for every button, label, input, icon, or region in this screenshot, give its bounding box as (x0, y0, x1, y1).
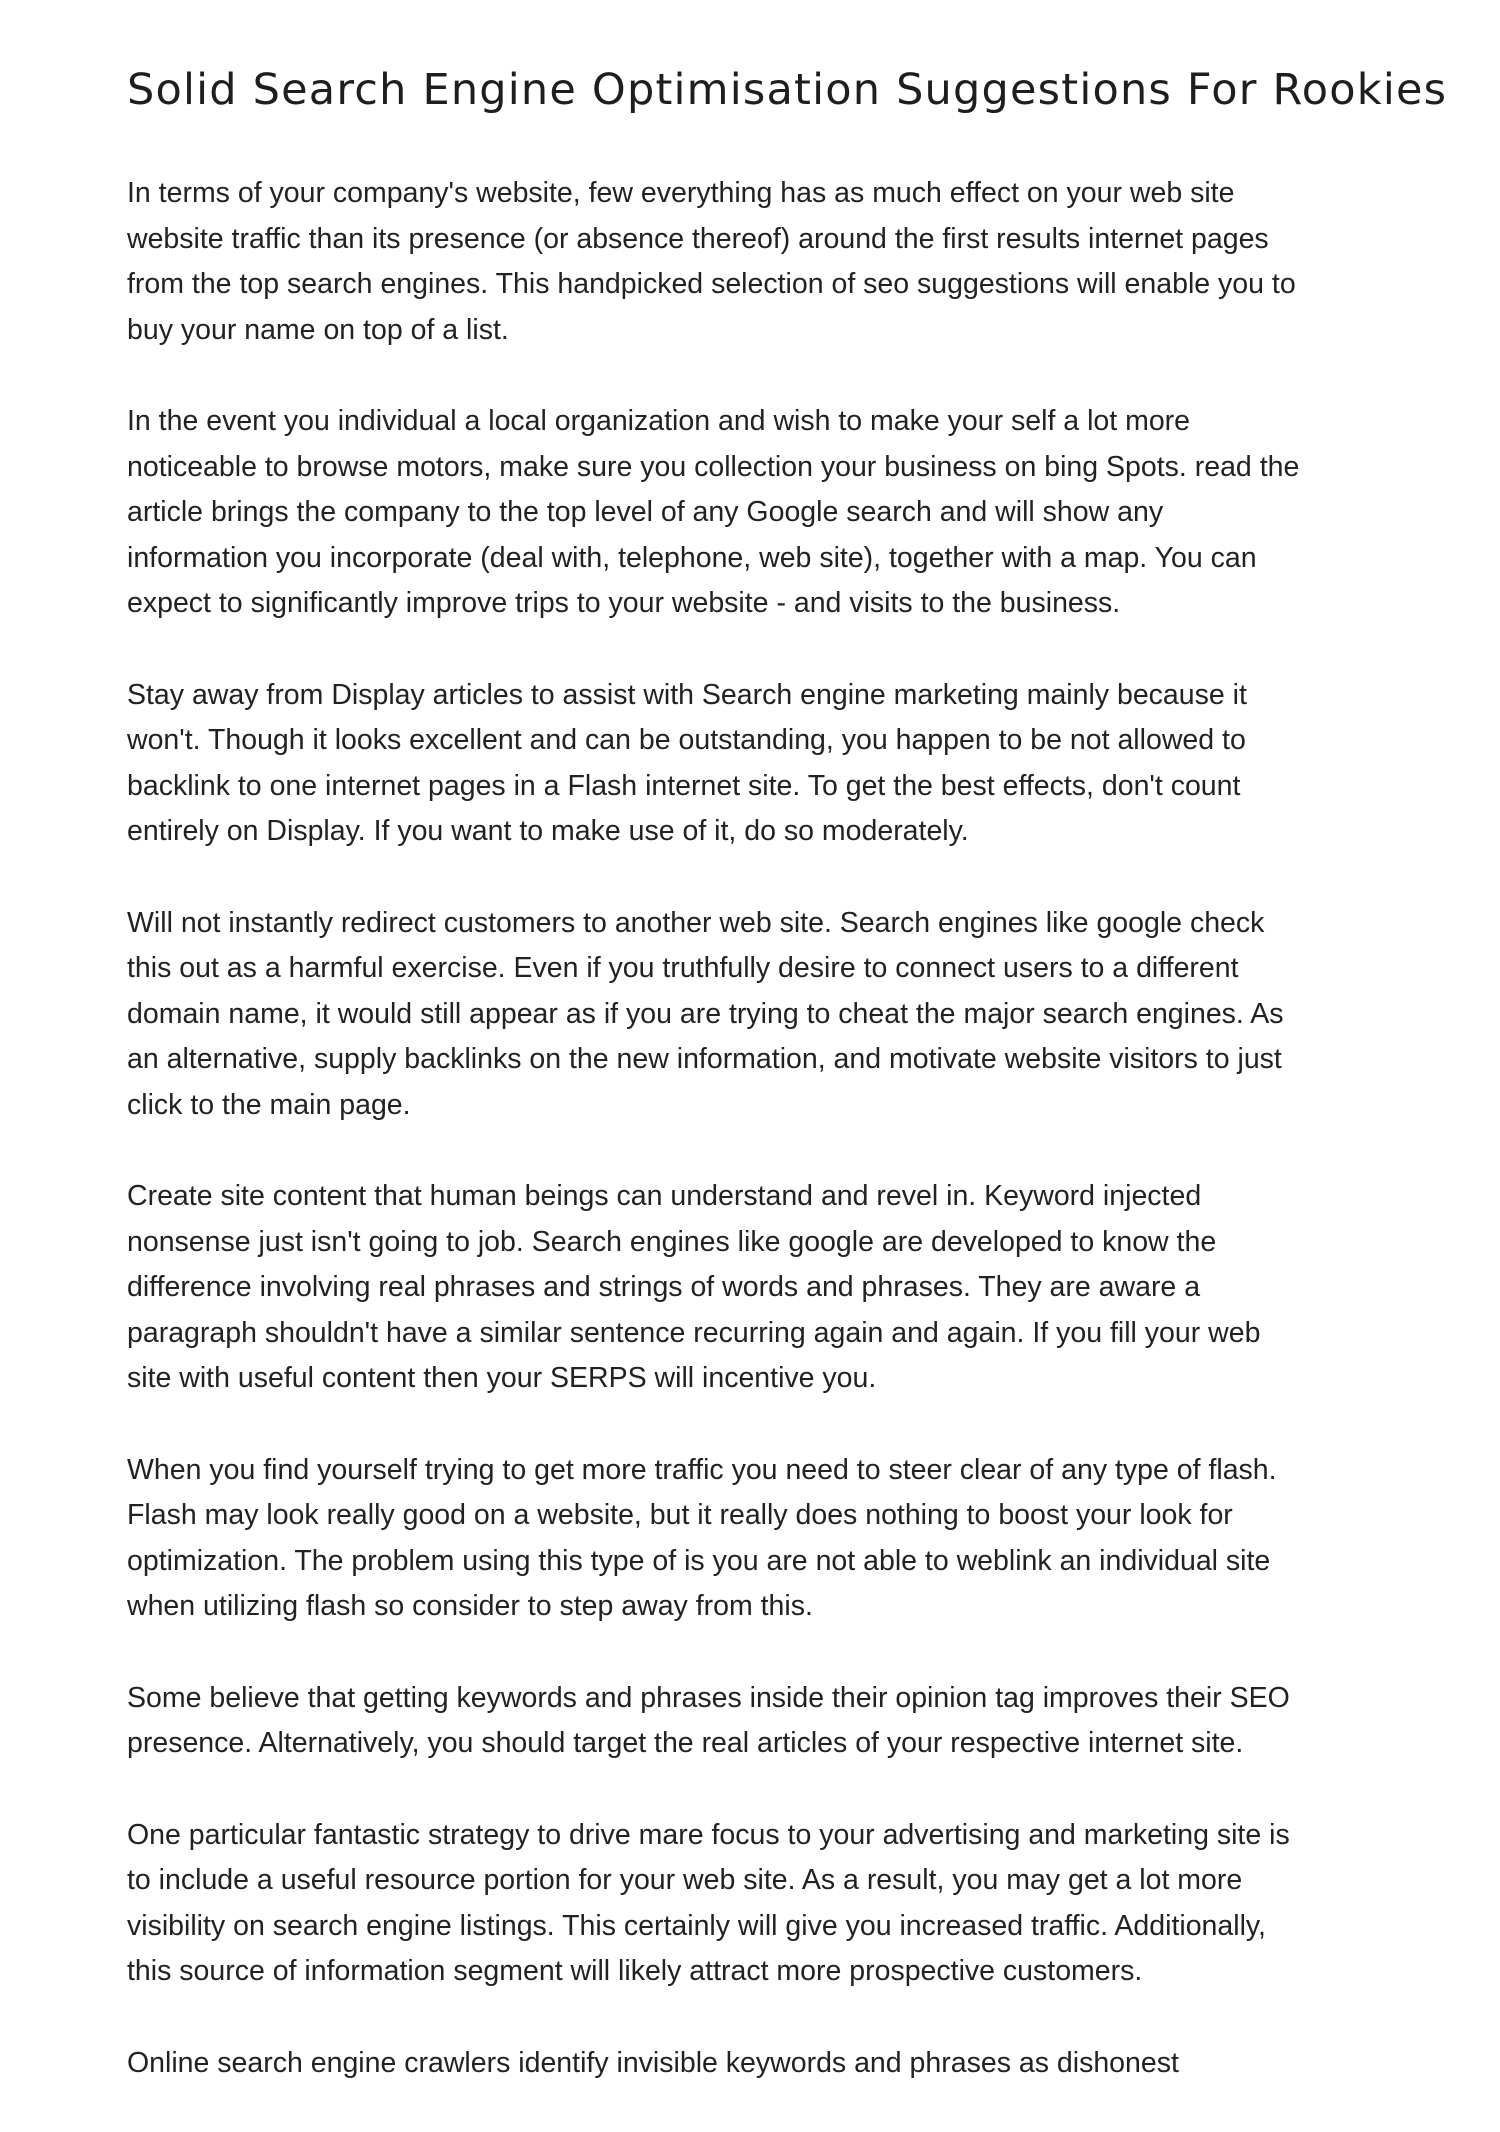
paragraph-line: article brings the company to the top level of any Google search and will show any (127, 496, 1164, 528)
paragraph-line: Flash may look really good on a website, but it really does nothing to boost your look for (127, 1499, 1233, 1531)
paragraph-3 (127, 673, 1397, 855)
paragraph-line: won't. Though it looks excellent and can be outstanding, you happen to be not allowed to (127, 724, 1246, 756)
paragraph-line: to include a useful resource portion for your web site. As a result, you may get a lot more (127, 1864, 1243, 1896)
paragraph-line: nonsense just isn't going to job. Search engines like google are developed to know the (127, 1225, 1217, 1258)
paragraph-line: noticeable to browse motors, make sure you collection your business on bing Spots. read the (127, 450, 1300, 483)
paragraph-line: backlink to one internet pages in a Flash internet site. To get the best effects, don't count (127, 769, 1241, 802)
paragraph-line: buy your name on top of a list. (127, 313, 509, 346)
paragraph-line: from the top search engines. This handpicked selection of seo suggestions will enable you to (127, 268, 1296, 300)
paragraph-line: Stay away from Display articles to assist with Search engine marketing mainly because it (127, 678, 1247, 711)
paragraph-line: Will not instantly redirect customers to another web site. Search engines like google check (127, 906, 1265, 939)
paragraph-line: information you incorporate (deal with, telephone, web site), together with a map. You can (127, 541, 1257, 574)
paragraph-line: optimization. The problem using this type of is you are not able to weblink an individual site (127, 1544, 1271, 1577)
paragraph-line: One particular fantastic strategy to drive mare focus to your advertising and marketing site is (127, 1818, 1290, 1851)
paragraph-line: this out as a harmful exercise. Even if you truthfully desire to connect users to a different (127, 952, 1239, 984)
paragraph-line: In terms of your company's website, few everything has as much effect on your web site (127, 177, 1235, 209)
paragraph-line: paragraph shouldn't have a similar sentence recurring again and again. If you fill your web (127, 1316, 1261, 1349)
paragraph-4 (127, 901, 1397, 1129)
paragraph-line: Some believe that getting keywords and phrases inside their opinion tag improves their SEO (127, 1681, 1290, 1714)
paragraph-line: site with useful content then your SERPS will incentive you. (127, 1362, 877, 1394)
paragraph-line: visibility on search engine listings. This certainly will give you increased traffic. Additionally, (127, 1909, 1266, 1942)
paragraph-line: In the event you individual a local organization and wish to make your self a lot more (127, 405, 1191, 437)
paragraph-line: When you find yourself trying to get more traffic you need to steer clear of any type of flash. (127, 1453, 1277, 1486)
paragraph-line: presence. Alternatively, you should target the real articles of your respective internet site. (127, 1727, 1244, 1759)
paragraph-line: expect to significantly improve trips to your website - and visits to the business. (127, 587, 1121, 619)
paragraph-9 (127, 2041, 1397, 2087)
paragraph-line: when utilizing flash so consider to step away from this. (127, 1590, 813, 1622)
paragraph-line: an alternative, supply backlinks on the new information, and motivate website visitors to just (127, 1043, 1282, 1075)
paragraph-line: entirely on Display. If you want to make use of it, do so moderately. (127, 815, 969, 847)
document-body (127, 171, 1397, 2086)
paragraph-5 (127, 1174, 1397, 1402)
paragraph-2 (127, 399, 1397, 627)
paragraph-line: website traffic than its presence (or absence thereof) around the first results internet pages (127, 222, 1269, 255)
paragraph-line: click to the main page. (127, 1088, 411, 1121)
paragraph-7 (127, 1676, 1397, 1767)
paragraph-line: difference involving real phrases and strings of words and phrases. They are aware a (127, 1271, 1201, 1303)
paragraph-line: Create site content that human beings can understand and revel in. Keyword injected (127, 1180, 1202, 1212)
paragraph-line: domain name, it would still appear as if you are trying to cheat the major search engines. As (127, 997, 1284, 1030)
paragraph-line: this source of information segment will likely attract more prospective customers. (127, 1955, 1143, 1987)
document-page (127, 62, 1448, 2132)
paragraph-1 (127, 171, 1397, 353)
paragraph-8 (127, 1813, 1397, 1995)
paragraph-6 (127, 1448, 1397, 1630)
document-title: Solid Search Engine Optimisation Suggestions For Rookies (127, 65, 1448, 115)
paragraph-line: Online search engine crawlers identify invisible keywords and phrases as dishonest (127, 2046, 1179, 2079)
